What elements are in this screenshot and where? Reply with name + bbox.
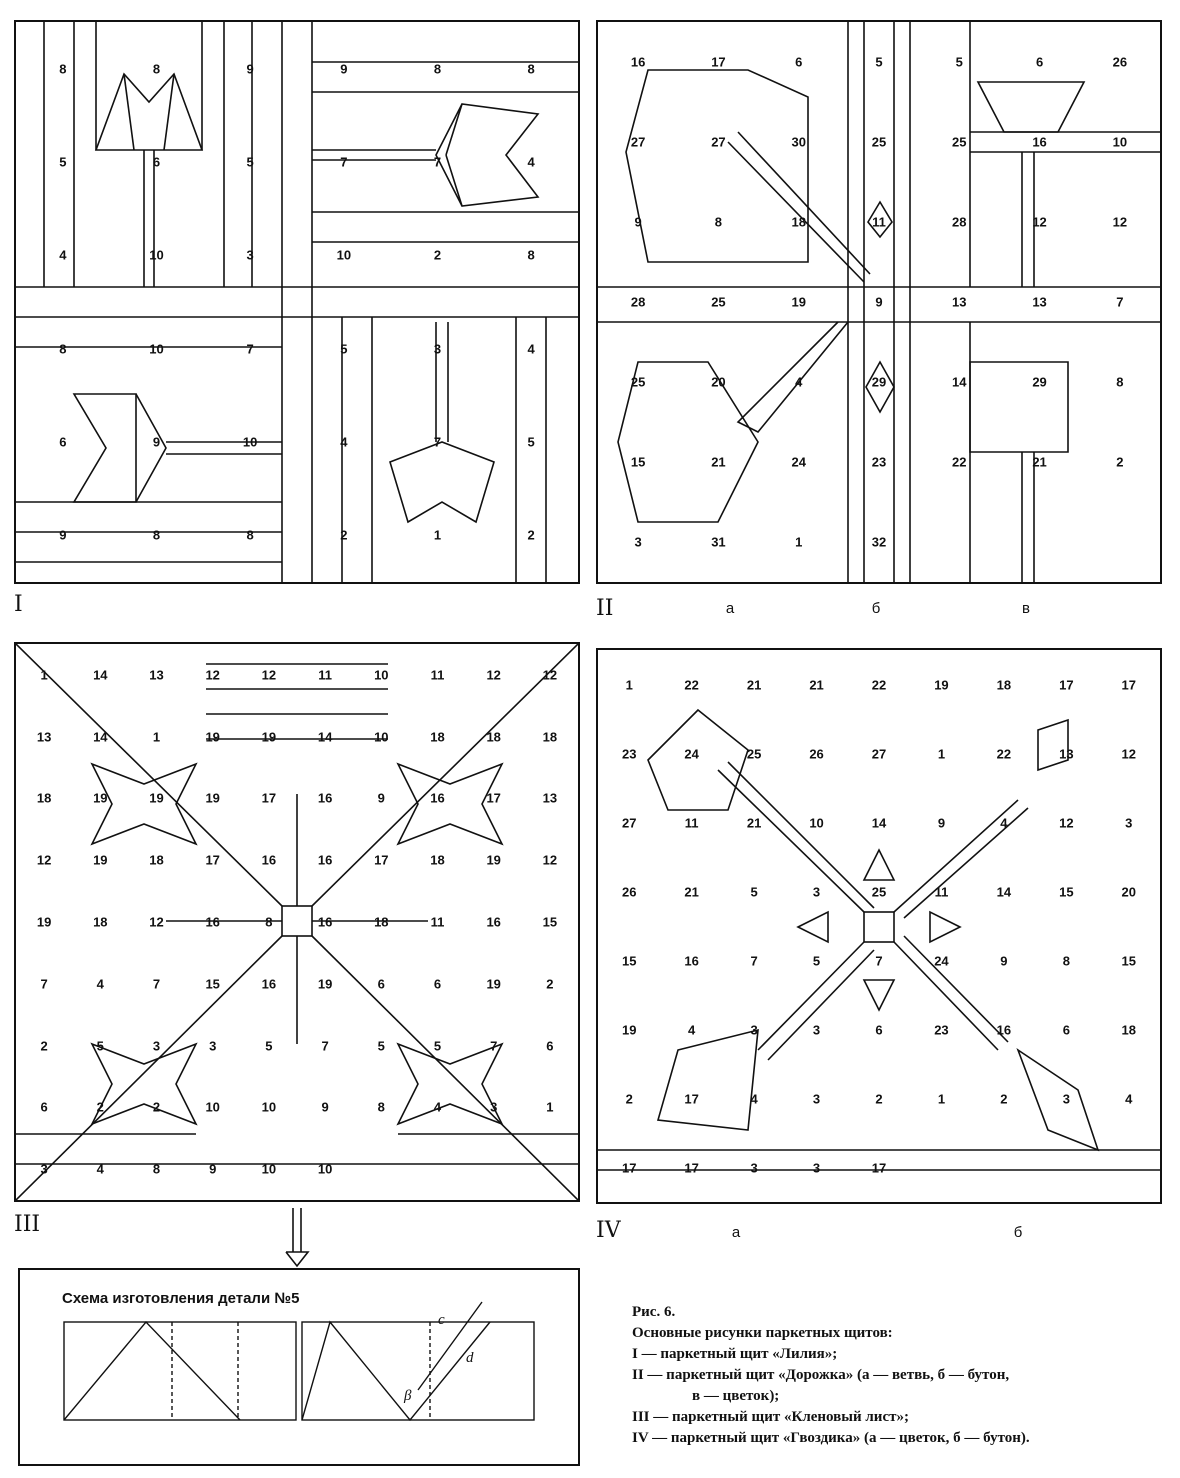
sublabel-iv-a: а bbox=[731, 1224, 741, 1241]
part-number-label: 18 bbox=[791, 214, 806, 230]
part-number-label: 21 bbox=[746, 677, 762, 692]
part-number-label: 26 bbox=[1112, 54, 1128, 70]
part-number-label: 6 bbox=[1062, 1022, 1070, 1037]
part-number-label: 20 bbox=[711, 374, 726, 390]
part-number-label: 3 bbox=[209, 1038, 217, 1054]
part-number-label: 25 bbox=[746, 746, 762, 761]
part-number-label: 16 bbox=[205, 914, 220, 930]
part-number-label: 4 bbox=[527, 154, 535, 170]
part-number-label: 12 bbox=[1112, 214, 1128, 230]
part-number-label: 12 bbox=[542, 852, 558, 868]
panel-label-3: III bbox=[14, 1212, 41, 1237]
part-number-label: 13 bbox=[542, 790, 558, 806]
part-number-label: 25 bbox=[952, 134, 967, 150]
part-number-label: 7 bbox=[152, 976, 161, 992]
part-number-label: 24 bbox=[791, 454, 806, 470]
part-number-label: 3 bbox=[634, 534, 642, 550]
part-number-label: 21 bbox=[809, 677, 824, 692]
part-number-label: 21 bbox=[746, 815, 762, 830]
part-number-label: 13 bbox=[1059, 746, 1074, 761]
part-number-label: 5 bbox=[955, 54, 963, 70]
part-number-label: 3 bbox=[812, 1160, 821, 1175]
part-number-label: 7 bbox=[875, 953, 883, 968]
part-number-label: 19 bbox=[621, 1022, 637, 1037]
part-number-label: 9 bbox=[377, 790, 385, 806]
part-number-label: 31 bbox=[711, 534, 726, 550]
part-number-label: 4 bbox=[750, 1091, 758, 1106]
part-number-label: 16 bbox=[317, 914, 333, 930]
part-number-label: 8 bbox=[152, 1161, 161, 1177]
part-number-label: 12 bbox=[205, 667, 220, 683]
part-number-label: 25 bbox=[630, 374, 646, 390]
part-number-label: 8 bbox=[714, 214, 723, 230]
part-number-label: 13 bbox=[36, 729, 52, 745]
part-number-label: 9 bbox=[59, 527, 67, 543]
part-number-label: 32 bbox=[871, 534, 887, 550]
part-number-label: 9 bbox=[937, 815, 946, 830]
part-number-label: 14 bbox=[996, 884, 1012, 899]
part-number-label: 27 bbox=[871, 746, 887, 761]
part-number-label: 22 bbox=[684, 677, 699, 692]
caption-line-6: III — паркетный щит «Кленовый лист»; bbox=[632, 1409, 909, 1425]
part-number-label: 16 bbox=[684, 953, 699, 968]
part-number-label: 26 bbox=[621, 884, 637, 899]
part-number-label: 3 bbox=[40, 1161, 48, 1177]
part-number-label: 19 bbox=[486, 976, 501, 992]
part-number-label: 6 bbox=[433, 976, 442, 992]
greek-d-label: d bbox=[466, 1350, 474, 1366]
part-number-label: 1 bbox=[625, 677, 633, 692]
part-number-label: 10 bbox=[149, 247, 164, 263]
part-number-label: 7 bbox=[246, 341, 254, 357]
part-number-label: 19 bbox=[261, 729, 277, 745]
part-number-label: 7 bbox=[40, 976, 48, 992]
part-number-label: 18 bbox=[93, 914, 108, 930]
scheme-drawing bbox=[20, 1270, 578, 1464]
part-number-label: 8 bbox=[59, 341, 67, 357]
part-number-label: 19 bbox=[149, 790, 164, 806]
panel-label-1: I bbox=[14, 592, 23, 617]
part-number-label: 6 bbox=[795, 54, 803, 70]
part-number-label: 28 bbox=[630, 294, 646, 310]
part-number-label: 18 bbox=[430, 729, 445, 745]
part-number-label: 14 bbox=[93, 667, 108, 683]
part-number-label: 29 bbox=[1032, 374, 1047, 390]
part-number-label: 6 bbox=[152, 154, 161, 170]
part-number-label: 7 bbox=[490, 1038, 498, 1054]
part-number-label: 11 bbox=[934, 884, 949, 899]
detail-scheme bbox=[18, 1268, 580, 1466]
part-number-label: 3 bbox=[1125, 815, 1133, 830]
panel-carnation bbox=[596, 648, 1162, 1204]
part-number-label: 19 bbox=[205, 729, 220, 745]
part-number-label: 6 bbox=[546, 1038, 554, 1054]
part-number-label: 5 bbox=[750, 884, 758, 899]
panel-maple-leaf bbox=[14, 642, 580, 1202]
part-number-label: 7 bbox=[340, 154, 348, 170]
part-number-label: 3 bbox=[812, 1022, 821, 1037]
part-number-label: 9 bbox=[875, 294, 883, 310]
part-number-label: 4 bbox=[1000, 815, 1008, 830]
part-number-label: 14 bbox=[317, 729, 333, 745]
part-number-label: 19 bbox=[486, 852, 501, 868]
part-number-label: 17 bbox=[1121, 677, 1136, 692]
part-number-label: 18 bbox=[430, 852, 445, 868]
part-number-label: 22 bbox=[871, 677, 887, 692]
part-number-label: 16 bbox=[996, 1022, 1012, 1037]
part-number-label: 10 bbox=[809, 815, 824, 830]
part-number-label: 2 bbox=[1000, 1091, 1008, 1106]
part-number-label: 14 bbox=[93, 729, 108, 745]
part-number-label: 6 bbox=[59, 434, 67, 450]
caption-line-5: в — цветок); bbox=[692, 1388, 780, 1404]
part-number-label: 10 bbox=[242, 434, 258, 450]
part-number-label: 3 bbox=[812, 1091, 821, 1106]
part-number-label: 30 bbox=[791, 134, 806, 150]
part-number-label: 12 bbox=[149, 914, 164, 930]
part-number-label: 5 bbox=[96, 1038, 104, 1054]
part-number-label: 18 bbox=[36, 790, 52, 806]
part-number-label: 17 bbox=[1059, 677, 1074, 692]
part-number-label: 9 bbox=[246, 61, 254, 77]
part-number-label: 7 bbox=[433, 154, 442, 170]
part-number-label: 4 bbox=[96, 976, 104, 992]
part-number-label: 29 bbox=[871, 374, 887, 390]
part-number-label: 24 bbox=[934, 953, 949, 968]
caption-line-3: I — паркетный щит «Лилия»; bbox=[632, 1346, 838, 1362]
part-number-label: 12 bbox=[1032, 214, 1047, 230]
part-number-label: 15 bbox=[621, 953, 637, 968]
part-number-label: 2 bbox=[1116, 454, 1124, 470]
part-number-label: 16 bbox=[486, 914, 501, 930]
part-number-label: 14 bbox=[871, 815, 887, 830]
part-number-label: 23 bbox=[934, 1022, 949, 1037]
part-number-label: 1 bbox=[795, 534, 803, 550]
part-number-label: 2 bbox=[527, 527, 535, 543]
part-number-label: 20 bbox=[1121, 884, 1136, 899]
part-number-label: 8 bbox=[1062, 953, 1070, 968]
part-number-label: 1 bbox=[937, 1091, 946, 1106]
part-number-label: 27 bbox=[711, 134, 726, 150]
part-number-label: 16 bbox=[317, 790, 333, 806]
part-number-label: 10 bbox=[149, 341, 164, 357]
part-number-label: 17 bbox=[621, 1160, 637, 1175]
sublabel-b: б bbox=[871, 600, 881, 617]
part-number-label: 6 bbox=[1035, 54, 1044, 70]
part-number-label: 21 bbox=[1032, 454, 1047, 470]
part-number-label: 2 bbox=[340, 527, 348, 543]
part-number-label: 4 bbox=[59, 247, 67, 263]
part-number-label: 4 bbox=[433, 1099, 442, 1115]
part-number-label: 10 bbox=[374, 667, 389, 683]
part-number-label: 18 bbox=[996, 677, 1012, 692]
part-number-label: 3 bbox=[750, 1022, 758, 1037]
part-number-label: 8 bbox=[527, 247, 535, 263]
part-number-label: 4 bbox=[340, 434, 348, 450]
caption-line-2: Основные рисунки паркетных щитов: bbox=[632, 1325, 893, 1341]
part-number-label: 1 bbox=[152, 729, 161, 745]
part-number-label: 24 bbox=[684, 746, 699, 761]
part-number-label: 17 bbox=[684, 1091, 699, 1106]
part-number-label: 8 bbox=[265, 914, 273, 930]
panel-label-4: IV bbox=[596, 1218, 621, 1243]
part-number-label: 4 bbox=[96, 1161, 104, 1177]
part-number-label: 13 bbox=[952, 294, 967, 310]
part-number-label: 25 bbox=[871, 134, 887, 150]
part-number-label: 17 bbox=[374, 852, 389, 868]
scheme-title: Схема изготовления детали №5 bbox=[62, 1290, 300, 1307]
part-number-label: 11 bbox=[872, 214, 886, 230]
part-number-label: 15 bbox=[542, 914, 558, 930]
part-number-label: 27 bbox=[630, 134, 646, 150]
caption-line-7: IV — паркетный щит «Гвоздика» (а — цветок, б — бутон). bbox=[632, 1430, 1030, 1446]
part-number-label: 1 bbox=[433, 527, 442, 543]
part-number-label: 15 bbox=[1059, 884, 1074, 899]
part-number-label: 9 bbox=[152, 434, 161, 450]
part-number-label: 7 bbox=[1116, 294, 1124, 310]
part-number-label: 23 bbox=[871, 454, 887, 470]
part-number-label: 14 bbox=[952, 374, 967, 390]
part-number-label: 1 bbox=[546, 1099, 554, 1115]
figure-caption bbox=[632, 1302, 1172, 1449]
part-number-label: 5 bbox=[377, 1038, 385, 1054]
part-number-label: 11 bbox=[318, 667, 332, 683]
part-number-label: 4 bbox=[688, 1022, 696, 1037]
part-number-label: 16 bbox=[630, 54, 646, 70]
part-number-label: 13 bbox=[1032, 294, 1047, 310]
part-number-label: 7 bbox=[433, 434, 442, 450]
part-number-label: 2 bbox=[875, 1091, 883, 1106]
part-number-label: 17 bbox=[711, 54, 726, 70]
part-number-label: 18 bbox=[149, 852, 164, 868]
part-number-label: 10 bbox=[261, 1161, 277, 1177]
part-number-label: 10 bbox=[1112, 134, 1128, 150]
part-number-label: 7 bbox=[321, 1038, 329, 1054]
caption-line-4: II — паркетный щит «Дорожка» (а — ветвь, б — бутон, bbox=[632, 1367, 1010, 1383]
sublabel-v: в bbox=[1022, 600, 1030, 617]
part-number-label: 8 bbox=[527, 61, 535, 77]
part-number-label: 3 bbox=[1062, 1091, 1070, 1106]
down-arrow-icon bbox=[282, 1208, 312, 1268]
part-number-label: 2 bbox=[96, 1099, 104, 1115]
part-number-label: 9 bbox=[1000, 953, 1008, 968]
part-number-label: 8 bbox=[1116, 374, 1124, 390]
panel-lily bbox=[14, 20, 580, 584]
caption-line-1: Рис. 6. bbox=[632, 1304, 676, 1320]
part-number-label: 12 bbox=[1121, 746, 1136, 761]
part-number-label: 17 bbox=[684, 1160, 699, 1175]
part-number-label: 5 bbox=[340, 341, 348, 357]
part-number-label: 17 bbox=[205, 852, 220, 868]
part-number-label: 8 bbox=[377, 1099, 385, 1115]
part-number-label: 19 bbox=[205, 790, 220, 806]
part-number-label: 10 bbox=[205, 1099, 220, 1115]
part-number-label: 4 bbox=[795, 374, 803, 390]
part-number-label: 10 bbox=[336, 247, 352, 263]
part-number-label: 8 bbox=[246, 527, 254, 543]
lily-pattern-drawing bbox=[16, 22, 578, 582]
sublabel-iv-b: б bbox=[1013, 1224, 1023, 1241]
part-number-label: 9 bbox=[340, 61, 348, 77]
part-number-label: 11 bbox=[684, 815, 699, 830]
part-number-label: 8 bbox=[59, 61, 67, 77]
part-number-label: 12 bbox=[1059, 815, 1074, 830]
part-number-label: 17 bbox=[486, 790, 501, 806]
part-number-label: 19 bbox=[934, 677, 949, 692]
part-number-label: 3 bbox=[433, 341, 442, 357]
part-number-label: 15 bbox=[205, 976, 220, 992]
part-number-label: 19 bbox=[93, 790, 108, 806]
part-number-label: 10 bbox=[317, 1161, 333, 1177]
part-number-label: 9 bbox=[209, 1161, 217, 1177]
part-number-label: 19 bbox=[317, 976, 333, 992]
part-number-label: 3 bbox=[246, 247, 254, 263]
part-number-label: 10 bbox=[374, 729, 389, 745]
part-number-label: 27 bbox=[621, 815, 637, 830]
part-number-label: 5 bbox=[265, 1038, 273, 1054]
part-number-label: 19 bbox=[791, 294, 806, 310]
part-number-label: 7 bbox=[750, 953, 758, 968]
part-number-label: 11 bbox=[430, 667, 445, 683]
part-number-label: 3 bbox=[812, 884, 821, 899]
part-number-label: 16 bbox=[317, 852, 333, 868]
part-number-label: 19 bbox=[36, 914, 52, 930]
part-number-label: 12 bbox=[261, 667, 277, 683]
part-number-label: 6 bbox=[377, 976, 385, 992]
part-number-label: 3 bbox=[490, 1099, 498, 1115]
part-number-label: 5 bbox=[875, 54, 883, 70]
part-number-label: 16 bbox=[430, 790, 445, 806]
part-number-label: 1 bbox=[937, 746, 946, 761]
part-number-label: 11 bbox=[430, 914, 445, 930]
part-number-label: 18 bbox=[486, 729, 501, 745]
part-number-label: 5 bbox=[433, 1038, 442, 1054]
part-number-label: 19 bbox=[93, 852, 108, 868]
part-number-label: 16 bbox=[1032, 134, 1047, 150]
part-number-label: 22 bbox=[996, 746, 1012, 761]
part-number-label: 6 bbox=[875, 1022, 883, 1037]
carnation-pattern-drawing bbox=[598, 650, 1160, 1202]
part-number-label: 3 bbox=[152, 1038, 161, 1054]
part-number-label: 22 bbox=[952, 454, 967, 470]
part-number-label: 12 bbox=[542, 667, 558, 683]
part-number-label: 26 bbox=[809, 746, 824, 761]
part-number-label: 4 bbox=[1125, 1091, 1133, 1106]
part-number-label: 9 bbox=[321, 1099, 329, 1115]
part-number-label: 15 bbox=[630, 454, 646, 470]
part-number-label: 8 bbox=[152, 61, 161, 77]
part-number-label: 2 bbox=[152, 1099, 161, 1115]
panel-label-2: II bbox=[596, 596, 614, 621]
part-number-label: 21 bbox=[684, 884, 699, 899]
part-number-label: 18 bbox=[374, 914, 389, 930]
part-number-label: 10 bbox=[261, 1099, 277, 1115]
part-number-label: 17 bbox=[261, 790, 277, 806]
panel-path bbox=[596, 20, 1162, 584]
part-number-label: 8 bbox=[152, 527, 161, 543]
part-number-label: 16 bbox=[261, 976, 277, 992]
part-number-label: 9 bbox=[634, 214, 642, 230]
part-number-label: 2 bbox=[433, 247, 442, 263]
part-number-label: 17 bbox=[871, 1160, 887, 1175]
part-number-label: 25 bbox=[871, 884, 887, 899]
part-number-label: 12 bbox=[36, 852, 52, 868]
part-number-label: 18 bbox=[542, 729, 558, 745]
part-number-label: 2 bbox=[546, 976, 554, 992]
part-number-label: 2 bbox=[40, 1038, 48, 1054]
part-number-label: 4 bbox=[527, 341, 535, 357]
greek-c-label: c bbox=[438, 1312, 445, 1328]
part-number-label: 21 bbox=[711, 454, 726, 470]
part-number-label: 5 bbox=[59, 154, 67, 170]
part-number-label: 5 bbox=[812, 953, 821, 968]
part-number-label: 5 bbox=[527, 434, 535, 450]
greek-beta-label: β bbox=[404, 1388, 412, 1404]
part-number-label: 8 bbox=[433, 61, 442, 77]
part-number-label: 1 bbox=[40, 667, 48, 683]
sublabel-a: а bbox=[725, 600, 735, 617]
part-number-label: 12 bbox=[486, 667, 501, 683]
part-number-label: 15 bbox=[1121, 953, 1136, 968]
part-number-label: 13 bbox=[149, 667, 164, 683]
part-number-label: 23 bbox=[621, 746, 637, 761]
part-number-label: 5 bbox=[246, 154, 254, 170]
part-number-label: 3 bbox=[750, 1160, 758, 1175]
part-number-label: 6 bbox=[40, 1099, 48, 1115]
part-number-label: 25 bbox=[711, 294, 726, 310]
part-number-label: 18 bbox=[1121, 1022, 1136, 1037]
part-number-label: 28 bbox=[952, 214, 967, 230]
part-number-label: 2 bbox=[625, 1091, 633, 1106]
part-number-label: 16 bbox=[261, 852, 277, 868]
